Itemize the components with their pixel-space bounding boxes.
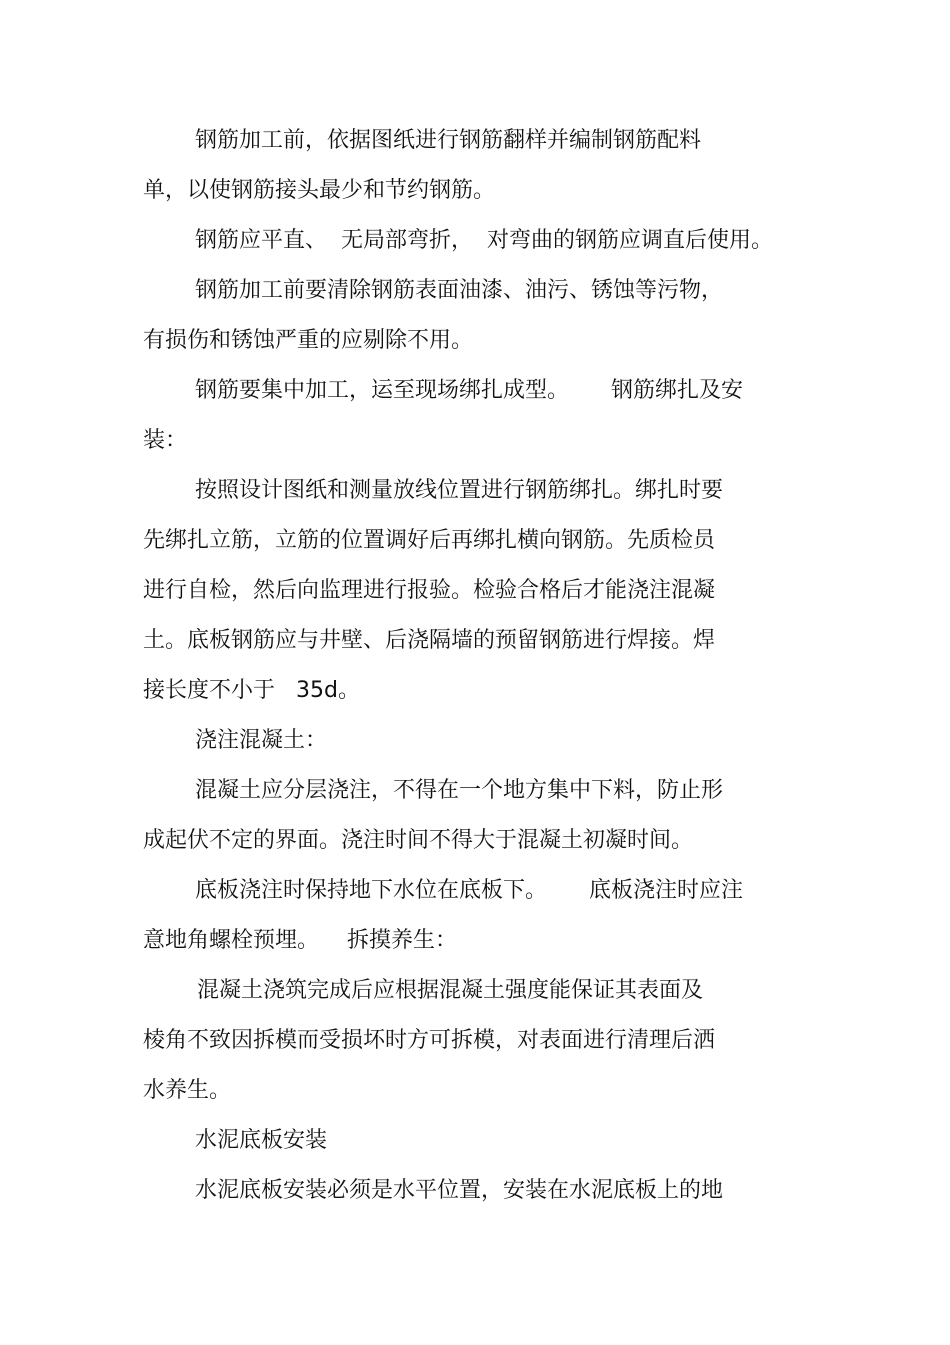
text-line: 土。底板钢筋应与井壁、后浇隔墙的预留钢筋进行焊接。焊 bbox=[143, 628, 716, 653]
text-line: 装： bbox=[143, 428, 188, 453]
text-line: 钢筋加工前，依据图纸进行钢筋翻样并编制钢筋配料 bbox=[195, 128, 702, 153]
text-line: 水泥底板安装必须是水平位置，安装在水泥底板上的地 bbox=[195, 1178, 724, 1203]
text-line: 接长度不小于 35d。 bbox=[143, 678, 360, 703]
text-line: 有损伤和锈蚀严重的应剔除不用。 bbox=[143, 328, 474, 353]
text-line: 先绑扎立筋，立筋的位置调好后再绑扎横向钢筋。先质检员 bbox=[143, 528, 716, 553]
text-line: 水养生。 bbox=[143, 1078, 232, 1103]
text-line: 底板浇注时保持地下水位在底板下。 底板浇注时应注 bbox=[195, 878, 743, 903]
text-line: 进行自检，然后向监理进行报验。检验合格后才能浇注混凝 bbox=[143, 578, 716, 603]
section-heading: 浇注混凝土： bbox=[195, 728, 328, 753]
text-line: 意地角螺栓预埋。 拆摸养生： bbox=[143, 928, 457, 953]
text-line: 按照设计图纸和测量放线位置进行钢筋绑扎。绑扎时要 bbox=[195, 478, 724, 503]
text-line: 钢筋要集中加工，运至现场绑扎成型。 钢筋绑扎及安 bbox=[195, 378, 743, 403]
section-heading: 水泥底板安装 bbox=[195, 1128, 328, 1153]
text-line: 成起伏不定的界面。浇注时间不得大于混凝土初凝时间。 bbox=[143, 828, 694, 853]
text-line: 钢筋加工前要清除钢筋表面油漆、油污、锈蚀等污物， bbox=[195, 278, 724, 303]
text-line: 单，以使钢筋接头最少和节约钢筋。 bbox=[143, 178, 496, 203]
text-line: 混凝土浇筑完成后应根据混凝土强度能保证其表面及 bbox=[197, 978, 704, 1003]
text-line: 混凝土应分层浇注，不得在一个地方集中下料，防止形 bbox=[195, 778, 724, 803]
text-line: 钢筋应平直、 无局部弯折， 对弯曲的钢筋应调直后使用。 bbox=[195, 228, 773, 253]
text-line: 棱角不致因拆模而受损坏时方可拆模，对表面进行清理后洒 bbox=[143, 1028, 716, 1053]
